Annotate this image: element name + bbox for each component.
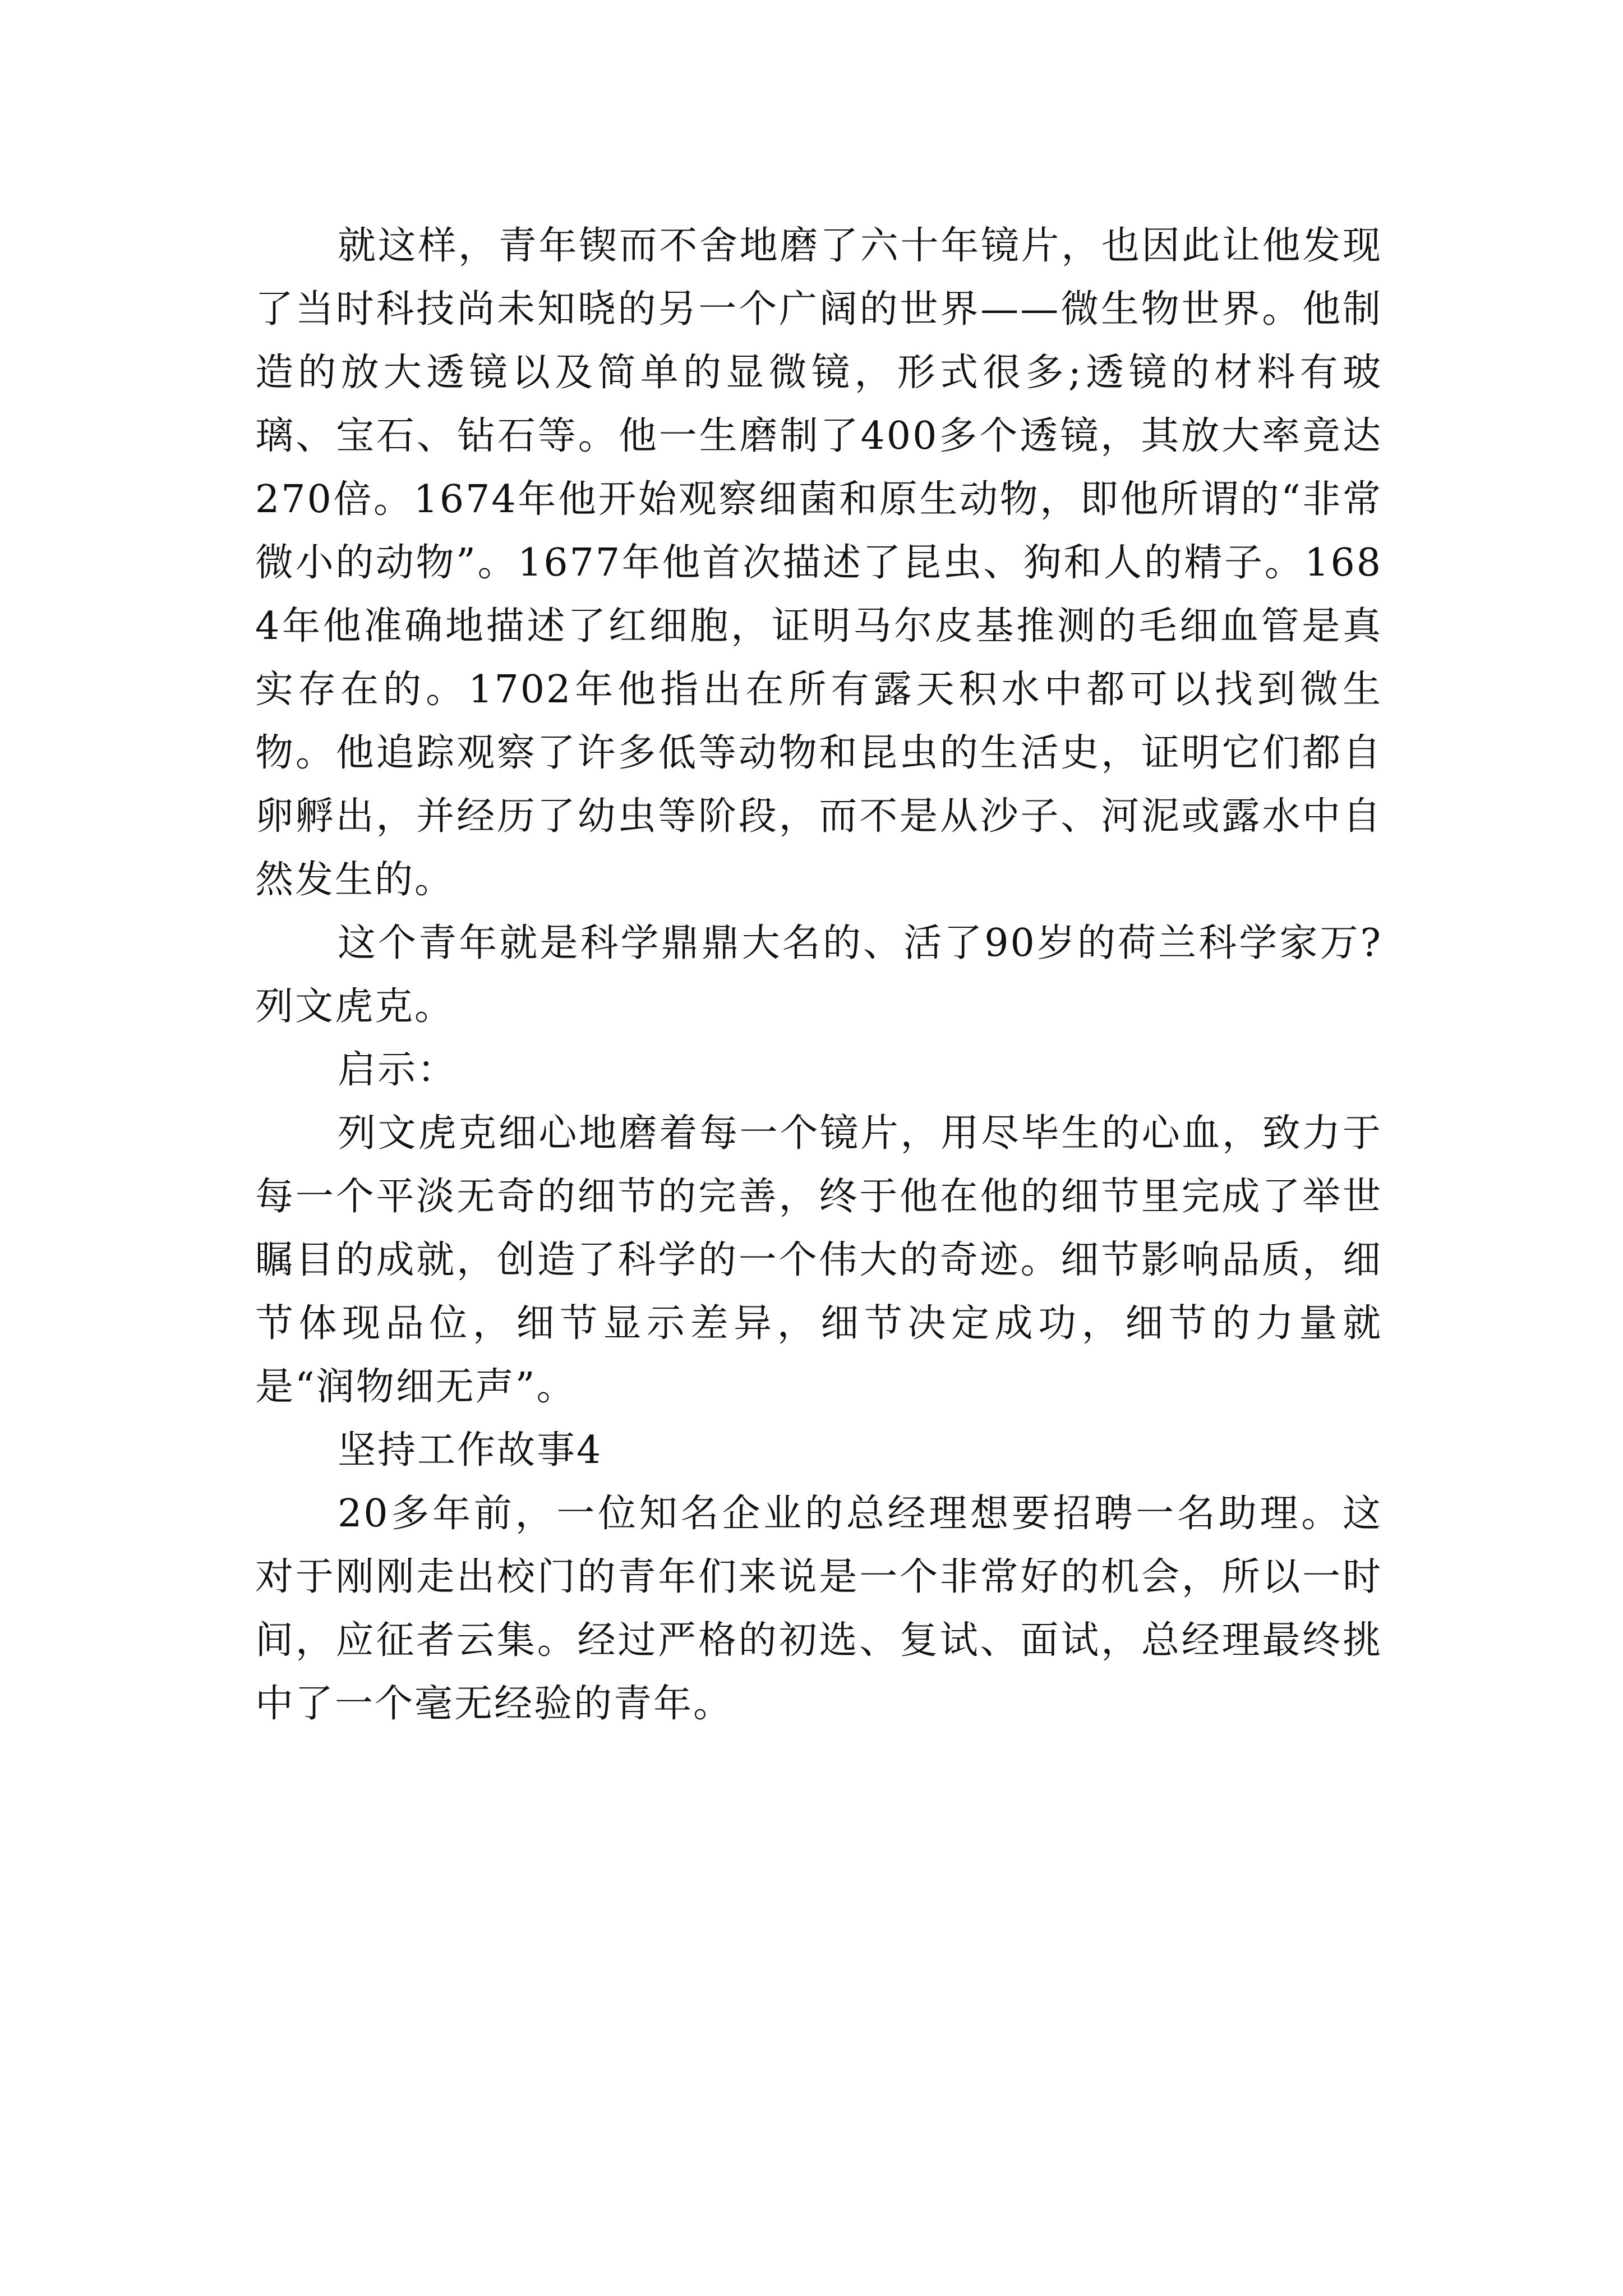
paragraph-revelation-heading: 启示： [338,1048,458,1092]
paragraph-microbe-discovery: 就这样，青年锲而不舍地磨了六十年镜片，也因此让他发现了当时科技尚未知晓的另一个广阔的世界——微生物世界。他制造的放大透镜以及简单的显微镜，形式很多;透镜的材料有玻璃、宝石、钻石等。他一生磨制了400多个透镜，其放大率竟达270倍。1674年他开始观察细菌和原生动物，即他所谓的“非常微小的动物”。1677年他首次描述了昆虫、狗和人的精子。1684年他准确地描述了红细胞，证明马尔皮基推测的毛细血管是真实存在的。1702年他指出在所有露天积水中都可以找到微生物。他追踪观察了许多低等动物和昆虫的生活史，证明它们都自卵孵出，并经历了幼虫等阶段，而不是从沙子、河泥或露水中自然发生的。 [255,224,1382,902]
paragraph-leeuwenhoek-identity: 这个青年就是科学鼎鼎大名的、活了90岁的荷兰科学家万?列文虎克。 [255,921,1382,1029]
document-body [255,214,1382,1736]
paragraph-revelation-text: 列文虎克细心地磨着每一个镜片，用尽毕生的心血，致力于每一个平淡无奇的细节的完善，终于他在他的细节里完成了举世瞩目的成就，创造了科学的一个伟大的奇迹。细节影响品质，细节体现品位，细节显示差异，细节决定成功，细节的力量就是“润物细无声”。 [255,1111,1382,1409]
section-heading-story-4: 坚持工作故事4 [338,1428,603,1473]
paragraph-assistant-hiring: 20多年前，一位知名企业的总经理想要招聘一名助理。这对于刚刚走出校门的青年们来说是一个非常好的机会，所以一时间，应征者云集。经过严格的初选、复试、面试，总经理最终挑中了一个毫无经验的青年。 [255,1492,1382,1726]
